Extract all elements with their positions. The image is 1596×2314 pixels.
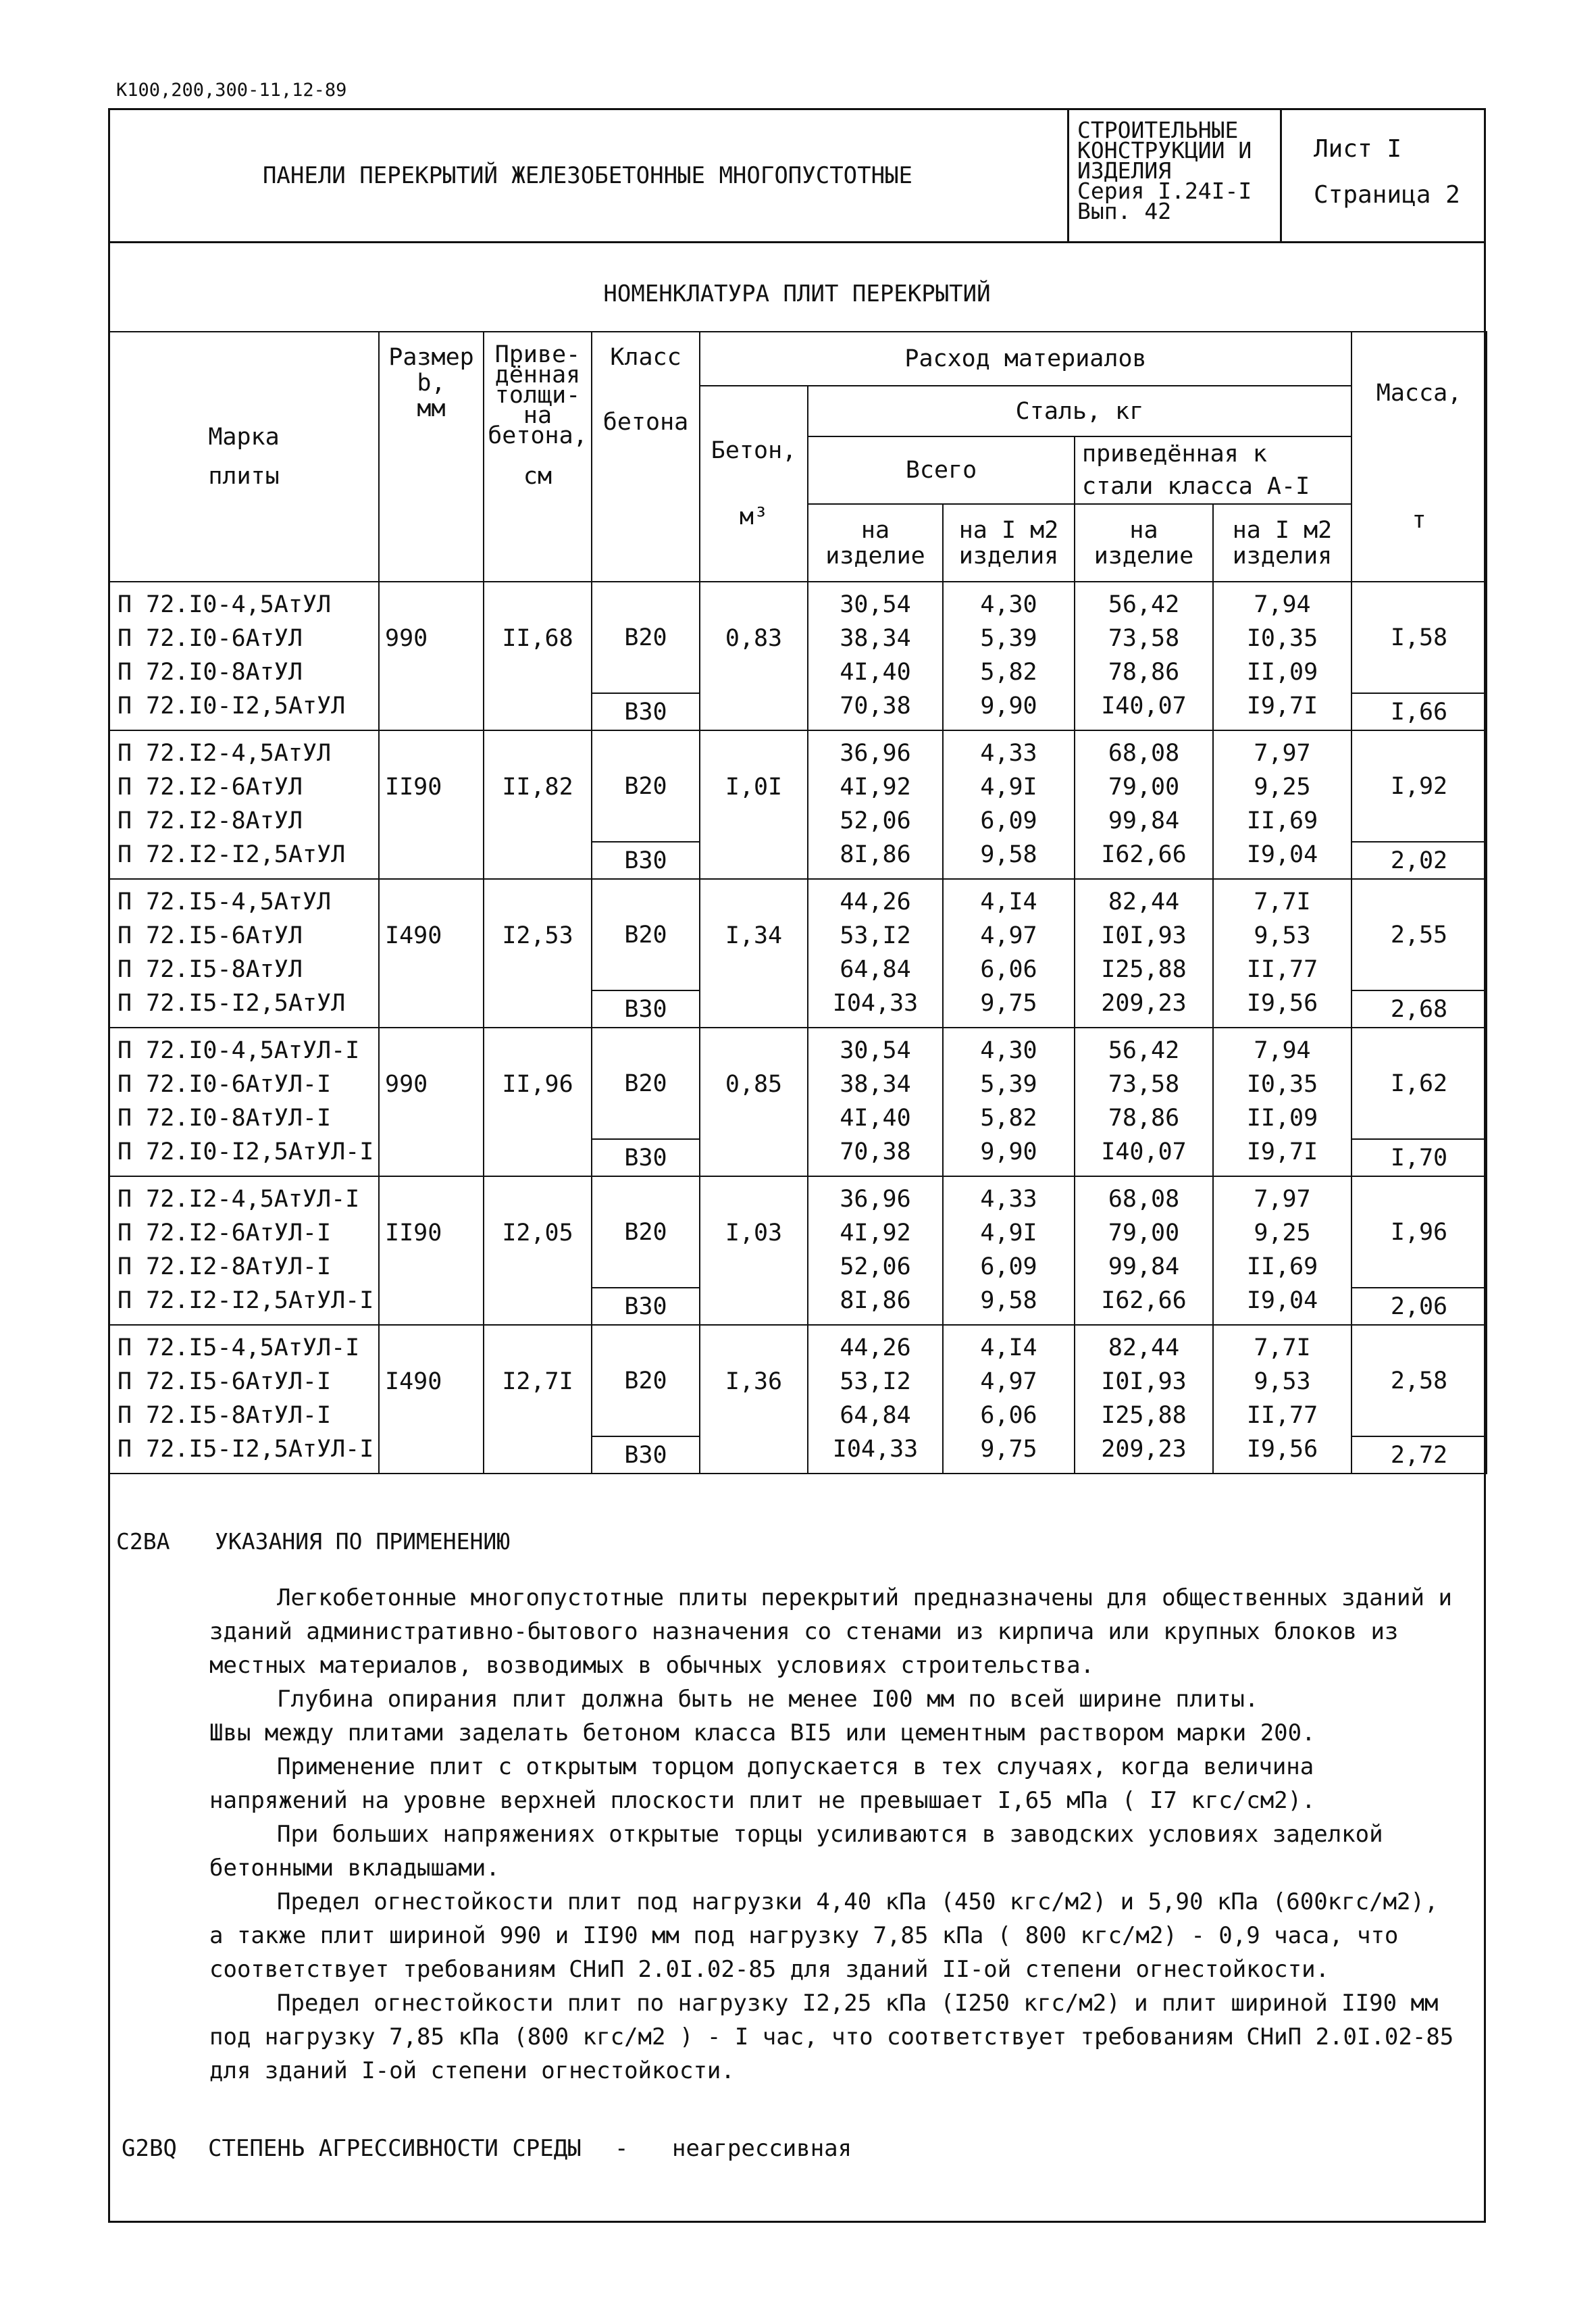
total-item-cell — [808, 582, 943, 730]
value: 4,9I — [980, 1219, 1037, 1247]
slab-mark: П 72.I2-6АтУЛ-I — [118, 1219, 332, 1247]
value: 53,I2 — [840, 1368, 911, 1395]
header-title: ПАНЕЛИ ПЕРЕКРЫТИЙ ЖЕЛЕЗОБЕТОННЫЕ МНОГОПУСТОТНЫЕ — [262, 162, 913, 189]
usage-paragraph: Предел огнестойкости плит под нагрузки 4,40 кПа (450 кгс/м2) и 5,90 кПа (600кгс/м2), а также плит шириной 990 и II90 мм под нагрузку 7,85 кПа ( 800 кгс/м2) - 0,9 часа, что соответствует требованиям СНиП 2.0I.02-85 для зданий II-ой степени огнестойкости. — [209, 1888, 1439, 1983]
slab-mark: П 72.I5-4,5АтУЛ — [118, 888, 332, 915]
value: 9,75 — [980, 990, 1037, 1017]
aggression-dash: - — [615, 2135, 629, 2162]
value: I25,88 — [1101, 1402, 1187, 1429]
slab-mark: П 72.I0-4,5АтУЛ-I — [118, 1037, 360, 1064]
slab-mark: П 72.I0-6АтУЛ — [118, 625, 303, 652]
total-item-cell — [808, 730, 943, 879]
series-block — [1077, 117, 1260, 224]
value: 4,30 — [980, 591, 1037, 618]
value: 4I,92 — [840, 1219, 911, 1247]
concrete-cell: 0,83 — [700, 582, 808, 730]
concrete-cell: I,36 — [700, 1325, 808, 1474]
value: 36,96 — [840, 740, 911, 767]
value: I9,04 — [1246, 841, 1318, 868]
total-m2-cell — [943, 582, 1075, 730]
slab-mark: П 72.I5-I2,5АтУЛ — [118, 990, 346, 1017]
value: I04,33 — [832, 1436, 919, 1463]
size-cell: I490 — [379, 879, 484, 1028]
value: I0I,93 — [1101, 1368, 1187, 1395]
mark-cell — [109, 730, 379, 879]
document-code: К100,200,300-11,12-89 — [116, 80, 347, 101]
value: II,09 — [1246, 1105, 1318, 1132]
slab-mark: П 72.I0-I2,5АтУЛ-I — [118, 1138, 374, 1165]
slab-mark: П 72.I5-8АтУЛ-I — [118, 1402, 332, 1429]
reduced-item-cell — [1075, 582, 1213, 730]
col-steel: Сталь, кг — [808, 386, 1352, 436]
value: 4I,92 — [840, 774, 911, 801]
value: 78,86 — [1108, 659, 1180, 686]
usage-code: С2ВА — [116, 1528, 170, 1555]
total-item-cell — [808, 1176, 943, 1325]
value: I9,7I — [1246, 693, 1318, 720]
value: 73,58 — [1108, 1071, 1180, 1098]
value: 56,42 — [1108, 591, 1180, 618]
reduced-m2-cell — [1213, 879, 1352, 1028]
value: 44,26 — [840, 1334, 911, 1361]
value: 7,7I — [1254, 1334, 1311, 1361]
value: 4,9I — [980, 774, 1037, 801]
mass-cell: 2,72 — [1352, 1436, 1487, 1474]
total-m2-cell — [943, 730, 1075, 879]
value: 8I,86 — [840, 841, 911, 868]
slab-mark: П 72.I0-8АтУЛ — [118, 659, 303, 686]
value: 52,06 — [840, 807, 911, 834]
value: II,77 — [1246, 1402, 1318, 1429]
value: I25,88 — [1101, 956, 1187, 983]
total-m2-cell — [943, 1325, 1075, 1474]
col-total: Всего — [808, 436, 1075, 504]
thickness-cell: I2,7I — [484, 1325, 592, 1474]
reduced-item-cell — [1075, 1028, 1213, 1176]
series-line: Серия I.24I-I — [1077, 178, 1252, 204]
value: II,77 — [1246, 956, 1318, 983]
mass-cell: I,92 — [1352, 730, 1487, 842]
value: 9,53 — [1254, 922, 1311, 949]
aggression-code: G2BQ — [122, 2135, 177, 2162]
value: 30,54 — [840, 1037, 911, 1064]
value: I40,07 — [1101, 693, 1187, 720]
class-cell: В20 — [592, 1325, 700, 1436]
class-cell: В30 — [592, 693, 700, 730]
value: I0I,93 — [1101, 922, 1187, 949]
slab-mark: П 72.I5-I2,5АтУЛ-I — [118, 1436, 374, 1463]
value: 56,42 — [1108, 1037, 1180, 1064]
reduced-m2-cell — [1213, 730, 1352, 879]
value: 6,06 — [980, 1402, 1037, 1429]
slab-mark: П 72.I2-4,5АтУЛ-I — [118, 1186, 360, 1213]
value: 78,86 — [1108, 1105, 1180, 1132]
mass-cell: I,58 — [1352, 582, 1487, 693]
mark-cell — [109, 1028, 379, 1176]
slab-mark: П 72.I2-8АтУЛ — [118, 807, 303, 834]
value: 36,96 — [840, 1186, 911, 1213]
value: 99,84 — [1108, 807, 1180, 834]
usage-paragraph: Применение плит с открытым торцом допускается в тех случаях, когда величина напряжений на уровне верхней плоскости плит не превышает I,65 мПа ( I7 кгс/см2). — [209, 1753, 1316, 1814]
value: 6,06 — [980, 956, 1037, 983]
value: 9,58 — [980, 1287, 1037, 1314]
concrete-cell: I,34 — [700, 879, 808, 1028]
slab-mark: П 72.I5-8АтУЛ — [118, 956, 303, 983]
value: 7,7I — [1254, 888, 1311, 915]
series-line: ИЗДЕЛИЯ — [1077, 157, 1172, 184]
slab-mark: П 72.I0-8АтУЛ-I — [118, 1105, 332, 1132]
class-cell: В30 — [592, 1288, 700, 1325]
mass-cell: 2,58 — [1352, 1325, 1487, 1436]
thickness-cell: II,68 — [484, 582, 592, 730]
value: 99,84 — [1108, 1253, 1180, 1280]
usage-notes — [209, 1581, 1459, 2088]
value: I40,07 — [1101, 1138, 1187, 1165]
value: 9,75 — [980, 1436, 1037, 1463]
value: 5,39 — [980, 1071, 1037, 1098]
slab-mark: П 72.I5-6АтУЛ — [118, 922, 303, 949]
col-size: Размер b, мм — [379, 332, 484, 582]
col-class: Класс бетона — [592, 332, 700, 582]
value: 4I,40 — [840, 1105, 911, 1132]
value: 4,97 — [980, 922, 1037, 949]
value: 4,33 — [980, 1186, 1037, 1213]
value: I9,56 — [1246, 990, 1318, 1017]
reduced-m2-cell — [1213, 1325, 1352, 1474]
mass-cell: I,62 — [1352, 1028, 1487, 1139]
value: II,69 — [1246, 1253, 1318, 1280]
value: 5,39 — [980, 625, 1037, 652]
slab-mark: П 72.I0-6АтУЛ-I — [118, 1071, 332, 1098]
total-item-cell — [808, 1325, 943, 1474]
slab-mark: П 72.I2-I2,5АтУЛ-I — [118, 1287, 374, 1314]
value: 73,58 — [1108, 625, 1180, 652]
col-thickness: Приве- дённая толщи- на бетона, см — [484, 332, 592, 582]
mass-cell: 2,02 — [1352, 842, 1487, 879]
col-reduced-item: на изделие — [1075, 504, 1213, 582]
thickness-cell: II,96 — [484, 1028, 592, 1176]
class-cell: В20 — [592, 1176, 700, 1288]
value: 79,00 — [1108, 774, 1180, 801]
class-cell: В20 — [592, 582, 700, 693]
col-total-item: на изделие — [808, 504, 943, 582]
value: 209,23 — [1101, 1436, 1187, 1463]
mass-cell: I,70 — [1352, 1139, 1487, 1176]
nomenclature-table — [108, 331, 1487, 1474]
value: 30,54 — [840, 591, 911, 618]
total-m2-cell — [943, 879, 1075, 1028]
value: 209,23 — [1101, 990, 1187, 1017]
class-cell: В20 — [592, 879, 700, 990]
value: 70,38 — [840, 693, 911, 720]
total-item-cell — [808, 1028, 943, 1176]
size-cell: II90 — [379, 730, 484, 879]
reduced-item-cell — [1075, 1176, 1213, 1325]
value: 4,97 — [980, 1368, 1037, 1395]
value: I9,56 — [1246, 1436, 1318, 1463]
size-cell: 990 — [379, 1028, 484, 1176]
header-divider-2 — [1280, 108, 1282, 243]
value: 7,97 — [1254, 1186, 1311, 1213]
value: I9,7I — [1246, 1138, 1318, 1165]
slab-mark: П 72.I5-6АтУЛ-I — [118, 1368, 332, 1395]
value: I9,04 — [1246, 1287, 1318, 1314]
reduced-item-cell — [1075, 730, 1213, 879]
slab-mark: П 72.I2-6АтУЛ — [118, 774, 303, 801]
size-cell: I490 — [379, 1325, 484, 1474]
value: 6,09 — [980, 807, 1037, 834]
value: 79,00 — [1108, 1219, 1180, 1247]
size-cell: 990 — [379, 582, 484, 730]
class-cell: В20 — [592, 730, 700, 842]
col-reduced-m2: на I м2 изделия — [1213, 504, 1352, 582]
table-row — [109, 582, 1487, 693]
col-mark: Марка плиты — [109, 332, 379, 582]
table-row — [109, 1325, 1487, 1436]
reduced-item-cell — [1075, 879, 1213, 1028]
usage-paragraph: Легкобетонные многопустотные плиты перекрытий предназначены для общественных зданий и зданий административно-бытового назначения со стенами из кирпича или крупных блоков из местных материалов, возводимых в обычных условиях строительства. — [209, 1584, 1452, 1679]
value: 53,I2 — [840, 922, 911, 949]
usage-paragraph: При больших напряжениях открытые торцы усиливаются в заводских условиях заделкой бетонными вкладышами. — [209, 1821, 1383, 1882]
value: 44,26 — [840, 888, 911, 915]
value: 70,38 — [840, 1138, 911, 1165]
thickness-cell: I2,53 — [484, 879, 592, 1028]
table-row — [109, 1176, 1487, 1288]
class-cell: В30 — [592, 990, 700, 1028]
value: 5,82 — [980, 1105, 1037, 1132]
value: 82,44 — [1108, 1334, 1180, 1361]
value: 9,90 — [980, 693, 1037, 720]
usage-paragraph: Предел огнестойкости плит по нагрузку I2,25 кПа (I250 кгс/м2) и плит шириной II90 мм под нагрузку 7,85 кПа (800 кгс/м2 ) - I час, что соответствует требованиям СНиП 2.0I.02-85 для зданий I-ой степени огнестойкости. — [209, 1990, 1454, 2084]
concrete-cell: I,0I — [700, 730, 808, 879]
slab-mark: П 72.I0-4,5АтУЛ — [118, 591, 332, 618]
total-m2-cell — [943, 1028, 1075, 1176]
table-row — [109, 730, 1487, 842]
slab-mark: П 72.I2-I2,5АтУЛ — [118, 841, 346, 868]
class-cell: В20 — [592, 1028, 700, 1139]
col-total-m2: на I м2 изделия — [943, 504, 1075, 582]
col-concrete: Бетон, м³ — [700, 386, 808, 582]
total-item-cell — [808, 879, 943, 1028]
mass-cell: I,66 — [1352, 693, 1487, 730]
value: 5,82 — [980, 659, 1037, 686]
table-row — [109, 879, 1487, 990]
value: I04,33 — [832, 990, 919, 1017]
value: 9,90 — [980, 1138, 1037, 1165]
nomenclature-title: НОМЕНКЛАТУРА ПЛИТ ПЕРЕКРЫТИЙ — [603, 280, 991, 307]
total-m2-cell — [943, 1176, 1075, 1325]
sheet-number: Лист I — [1314, 135, 1402, 163]
value: 68,08 — [1108, 1186, 1180, 1213]
size-cell: II90 — [379, 1176, 484, 1325]
series-line: СТРОИТЕЛЬНЫЕ — [1077, 117, 1239, 143]
value: 38,34 — [840, 625, 911, 652]
series-line: Вып. 42 — [1077, 198, 1172, 224]
usage-paragraph: Глубина опирания плит должна быть не менее I00 мм по всей ширине плиты. — [277, 1686, 1259, 1713]
header-bottom-line — [108, 241, 1486, 243]
usage-title: УКАЗАНИЯ ПО ПРИМЕНЕНИЮ — [215, 1528, 511, 1555]
slab-mark: П 72.I5-4,5АтУЛ-I — [118, 1334, 360, 1361]
value: II,69 — [1246, 807, 1318, 834]
slab-mark: П 72.I2-4,5АтУЛ — [118, 740, 332, 767]
class-cell: В30 — [592, 1436, 700, 1474]
concrete-cell: 0,85 — [700, 1028, 808, 1176]
value: 68,08 — [1108, 740, 1180, 767]
value: 38,34 — [840, 1071, 911, 1098]
header-divider-1 — [1067, 108, 1069, 243]
thickness-cell: I2,05 — [484, 1176, 592, 1325]
mass-cell: I,96 — [1352, 1176, 1487, 1288]
value: 9,25 — [1254, 1219, 1311, 1247]
mark-cell — [109, 879, 379, 1028]
col-reduced: приведённая к стали класса А-I — [1075, 436, 1352, 504]
aggression-label: СТЕПЕНЬ АГРЕССИВНОСТИ СРЕДЫ — [208, 2135, 582, 2162]
value: I62,66 — [1101, 1287, 1187, 1314]
value: II,09 — [1246, 659, 1318, 686]
mark-cell — [109, 1325, 379, 1474]
reduced-m2-cell — [1213, 582, 1352, 730]
reduced-item-cell — [1075, 1325, 1213, 1474]
value: 8I,86 — [840, 1287, 911, 1314]
class-cell: В30 — [592, 1139, 700, 1176]
col-mass: Масса, т — [1352, 332, 1487, 582]
value: I0,35 — [1246, 1071, 1318, 1098]
mass-cell: 2,68 — [1352, 990, 1487, 1028]
value: 9,53 — [1254, 1368, 1311, 1395]
value: 9,25 — [1254, 774, 1311, 801]
thickness-cell: II,82 — [484, 730, 592, 879]
value: I62,66 — [1101, 841, 1187, 868]
mark-cell — [109, 1176, 379, 1325]
header-block — [108, 108, 1486, 243]
mark-cell — [109, 582, 379, 730]
series-line: КОНСТРУКЦИИ И — [1077, 137, 1252, 164]
value: 82,44 — [1108, 888, 1180, 915]
aggression-value: неагрессивная — [672, 2135, 852, 2162]
reduced-m2-cell — [1213, 1028, 1352, 1176]
value: I0,35 — [1246, 625, 1318, 652]
page-number: Страница 2 — [1314, 181, 1460, 209]
mass-cell: 2,55 — [1352, 879, 1487, 990]
value: 6,09 — [980, 1253, 1037, 1280]
value: 4,I4 — [980, 888, 1037, 915]
value: 64,84 — [840, 1402, 911, 1429]
reduced-m2-cell — [1213, 1176, 1352, 1325]
concrete-cell: I,03 — [700, 1176, 808, 1325]
value: 4,33 — [980, 740, 1037, 767]
table-row — [109, 1028, 1487, 1139]
usage-paragraph: Швы между плитами заделать бетоном класса BI5 или цементным раствором марки 200. — [209, 1719, 1316, 1746]
value: 7,94 — [1254, 591, 1311, 618]
value: 52,06 — [840, 1253, 911, 1280]
col-consumption: Расход материалов — [700, 332, 1352, 386]
value: 4,I4 — [980, 1334, 1037, 1361]
mass-cell: 2,06 — [1352, 1288, 1487, 1325]
slab-mark: П 72.I0-I2,5АтУЛ — [118, 693, 346, 720]
value: 9,58 — [980, 841, 1037, 868]
class-cell: В30 — [592, 842, 700, 879]
value: 7,97 — [1254, 740, 1311, 767]
value: 64,84 — [840, 956, 911, 983]
slab-mark: П 72.I2-8АтУЛ-I — [118, 1253, 332, 1280]
value: 4I,40 — [840, 659, 911, 686]
value: 7,94 — [1254, 1037, 1311, 1064]
value: 4,30 — [980, 1037, 1037, 1064]
